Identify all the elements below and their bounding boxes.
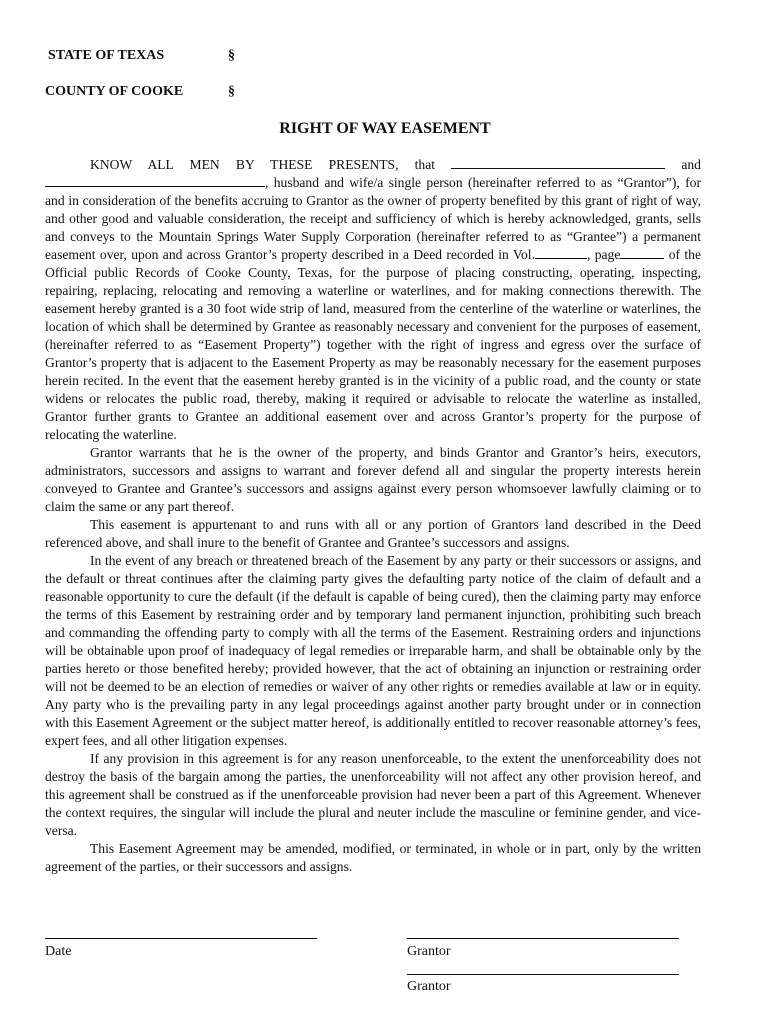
paragraph-amendment: This Easement Agreement may be amended, modified, or terminated, in whole or in part, only by the written agreement of the parties, or their successors and assigns. (45, 841, 701, 874)
grant-and: and (681, 157, 701, 172)
date-label: Date (45, 944, 72, 959)
grantor-label-2: Grantor (407, 979, 451, 994)
state-heading: STATE OF TEXAS (48, 48, 165, 63)
grant-body: , husband and wife/a single person (hereinafter referred to as “Grantor”), for and in consideration of the benefits accruing to Grantor as the owner of property benefited by this grant of right of way, and other good and valuable consideration, the receipt and sufficiency of which is hereby acknowledged, grants, sells and conveys to the Mountain Springs Water Supply Corporation (hereinafter referred to as “Grantee”) a permanent easement over, upon and across Grantor’s property described in a Deed recorded in Vol. (45, 175, 701, 262)
grant-intro: KNOW ALL MEN BY THESE PRESENTS, that (90, 157, 436, 172)
grantor-signature-line-2 (407, 974, 679, 975)
volume-blank (535, 246, 587, 259)
section-symbol: § (228, 48, 235, 63)
paragraph-grant (45, 156, 701, 444)
paragraph-appurtenant: This easement is appurtenant to and runs with all or any portion of Grantors land described in the Deed referenced above, and shall inure to the benefit of Grantee and Grantee’s successors and assigns. (45, 517, 701, 550)
document-title: RIGHT OF WAY EASEMENT (279, 120, 491, 137)
grantor-name-blank-1 (451, 156, 665, 169)
grantor-name-blank-2 (45, 174, 265, 187)
date-signature-line (45, 938, 317, 939)
county-heading: COUNTY OF COOKE (45, 84, 184, 99)
section-symbol: § (228, 84, 235, 99)
grantor-signature-line-1 (407, 938, 679, 939)
page-blank (620, 246, 664, 259)
document-body (45, 156, 701, 876)
paragraph-breach: In the event of any breach or threatened breach of the Easement by any party or their successors or assigns, and the default or threat continues after the claiming party gives the defaulting party notice of the claim of default and a reasonable opportunity to cure the default (if the default is capable of being cured), then the claiming party may enforce the terms of this Easement by restraining order and by temporary land permanent injunction, prohibiting such breach and commanding the offending party to comply with all the terms of the Easement. Restraining orders and injunctions will be obtainable upon proof of inadequacy of legal remedies or irreparable harm, and shall be obtainable only by the parties hereto or those benefited hereby; provided however, that the act of obtaining an injunction or restraining order will not be deemed to be an election of remedies or waiver of any other rights or remedies available at law or in equity. Any party who is the prevailing party in any legal proceedings against another party brought under or in connection with this Easement Agreement or the subject matter hereof, is additionally entitled to recover reasonable attorney’s fees, expert fees, and all other litigation expenses. (45, 553, 701, 748)
grantor-label-1: Grantor (407, 944, 451, 959)
paragraph-warranty: Grantor warrants that he is the owner of the property, and binds Grantor and Grantor’s heirs, executors, administrators, successors and assigns to warrant and forever defend all and singular the property interests herein conveyed to Grantee and Grantee’s successors and assigns against every person whomsoever lawfully claiming or to claim the same or any part thereof. (45, 445, 701, 514)
grant-body-cont: of the Official public Records of Cooke County, Texas, for the purpose of placing constructing, operating, inspecting, repairing, replacing, relocating and removing a waterline or waterlines, and for making connections therewith. The easement hereby granted is a 30 foot wide strip of land, measured from the centerline of the waterline or waterlines, the location of which shall be determined by Grantee as reasonably necessary and convenient for the purposes of easement, (hereinafter referred to as “Easement Property”) together with the right of ingress and egress over the surface of Grantor’s property that is adjacent to the Easement Property as may be reasonably necessary for the easement purposes herein recited. In the event that the easement hereby granted is in the vicinity of a public road, and the county or state widens or relocates the public road, thereby, making it required or advisable to relocate the waterline as installed, Grantor further grants to Grantee an additional easement over and across Grantor’s property for the purpose of relocating the waterline. (45, 247, 701, 442)
paragraph-severability: If any provision in this agreement is for any reason unenforceable, to the extent the unenforceability does not destroy the basis of the bargain among the parties, the unenforceability will not affect any other provision hereof, and this agreement shall be construed as if the unenforceable provision had never been a part of this Agreement. Whenever the context requires, the singular will include the plural and neuter include the masculine or feminine gender, and vice-versa. (45, 751, 701, 838)
grant-page: , page (586, 247, 621, 262)
